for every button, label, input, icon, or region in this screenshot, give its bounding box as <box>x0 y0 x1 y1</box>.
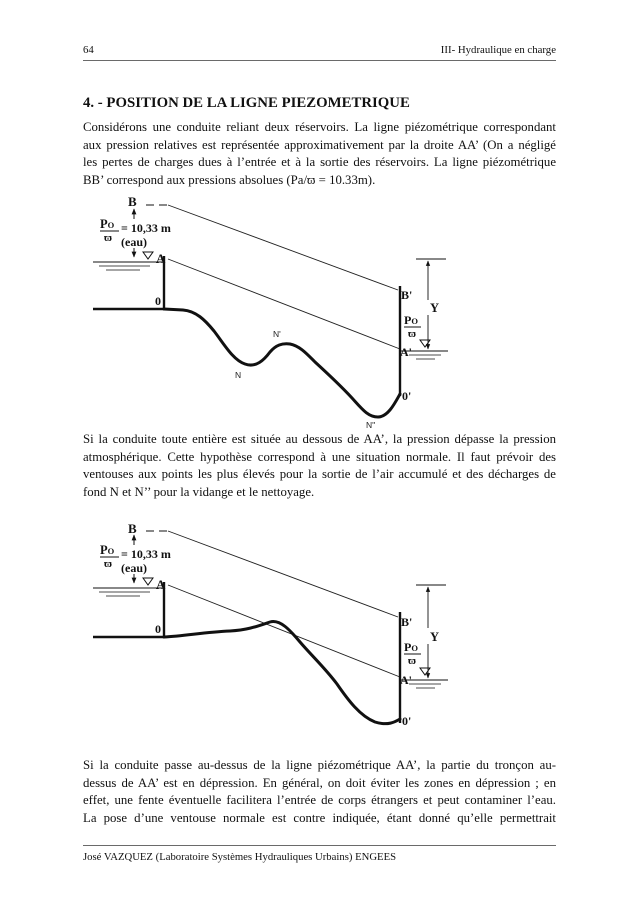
text-line: fond N et N’’ pour la vidange et le nettoyage. <box>83 485 315 500</box>
label-b: B <box>128 521 137 536</box>
text-line: les pertes de charges dues à l’entrée et à la sortie des réservoirs. La ligne piézométrique <box>83 155 556 170</box>
relative-piezometric-line <box>168 259 400 349</box>
label-origin-prime: 0' <box>402 389 412 403</box>
pressure-symbol <box>100 217 115 231</box>
pressure-symbol <box>100 543 115 557</box>
water-level-icon <box>143 252 153 259</box>
text-line: atmosphérique. Cette hypothèse correspond à une situation normale. Il faut prévoir des <box>83 449 556 464</box>
water-level-icon-right <box>420 340 430 347</box>
text-line: aux pression relatives est représentée approximativement par la droite AA’ (On a négligé <box>83 137 556 152</box>
pipe-profile <box>164 309 400 417</box>
label-low-point: N <box>235 370 242 380</box>
pressure-letter: P <box>100 543 108 557</box>
pressure-subscript: O <box>107 546 115 556</box>
label-lowest-point: N'' <box>366 420 376 430</box>
atmospheric-medium: (eau) <box>121 561 147 575</box>
atmospheric-medium: (eau) <box>121 235 147 249</box>
figure-pipe-below-piezometric-line <box>85 188 460 433</box>
text-line: effet, une fente éventuelle facilitera l’entrée de corps étrangers et peut contaminer l’eau. <box>83 793 556 808</box>
pressure-letter: P <box>404 313 412 327</box>
pressure-subscript: O <box>411 316 418 326</box>
header-rule <box>83 60 556 61</box>
pressure-letter: P <box>404 640 412 654</box>
absolute-piezometric-line <box>168 205 398 290</box>
text-line: dessus de AA’ est en dépression. En général, on doit éviter les zones en dépression ; en <box>83 775 556 790</box>
pressure-subscript: O <box>411 643 418 653</box>
pressure-letter: P <box>100 217 108 231</box>
label-b-prime: B' <box>401 288 413 302</box>
pressure-symbol-right <box>404 640 418 654</box>
footer-author: José VAZQUEZ (Laboratoire Systèmes Hydrauliques Urbains) ENGEES <box>83 851 397 863</box>
paragraph-depression <box>83 757 556 828</box>
water-level-icon-right <box>420 668 430 675</box>
chapter-title: III- Hydraulique en charge <box>440 44 556 56</box>
atmospheric-value: = 10,33 m <box>121 221 171 235</box>
pipe-profile <box>164 622 400 724</box>
label-origin-prime: 0' <box>402 714 412 728</box>
paragraph-normal-situation <box>83 431 556 502</box>
footer-rule <box>83 845 556 846</box>
text-line: Si la conduite toute entière est située au dessous de AA’, la pression dépasse la pression <box>83 432 556 446</box>
atmospheric-value: = 10,33 m <box>121 547 171 561</box>
label-b: B <box>128 194 137 209</box>
specific-weight-symbol: ϖ <box>104 558 113 570</box>
label-a-prime: A' <box>400 345 412 359</box>
specific-weight-symbol-right: ϖ <box>408 655 417 667</box>
water-level-icon <box>143 578 153 585</box>
page-number: 64 <box>83 44 94 56</box>
section-title: 4. - POSITION DE LA LIGNE PIEZOMETRIQUE <box>83 95 410 111</box>
label-a-prime: A' <box>400 673 412 687</box>
label-high-point: N' <box>273 329 281 339</box>
label-y: Y <box>430 630 440 644</box>
label-origin: 0 <box>155 622 161 636</box>
pressure-symbol-right <box>404 313 418 327</box>
relative-piezometric-line <box>168 585 400 677</box>
figure-pipe-above-piezometric-line <box>85 512 460 744</box>
text-line: Si la conduite passe au-dessus de la ligne piézométrique AA’, la partie du tronçon au- <box>83 758 556 772</box>
label-y: Y <box>430 301 440 315</box>
specific-weight-symbol-right: ϖ <box>408 328 417 340</box>
label-origin: 0 <box>155 294 161 308</box>
label-a: A <box>156 251 166 266</box>
text-line: ventouses aux points les plus élevés pour la sortie de l’air accumulé et des décharges de <box>83 467 556 482</box>
text-line: Considérons une conduite reliant deux réservoirs. La ligne piézométrique correspondant <box>83 120 556 134</box>
label-b-prime: B' <box>401 615 413 629</box>
label-a: A <box>156 577 166 592</box>
pressure-subscript: O <box>107 220 115 230</box>
specific-weight-symbol: ϖ <box>104 232 113 244</box>
text-line: La pose d’une ventouse normale est contre indiquée, étant donné qu’elle permettrait <box>83 811 556 826</box>
absolute-piezometric-line <box>168 531 398 617</box>
paragraph-intro <box>83 119 556 190</box>
text-line: BB’ correspond aux pressions absolues (Pa/ϖ = 10.33m). <box>83 173 376 188</box>
